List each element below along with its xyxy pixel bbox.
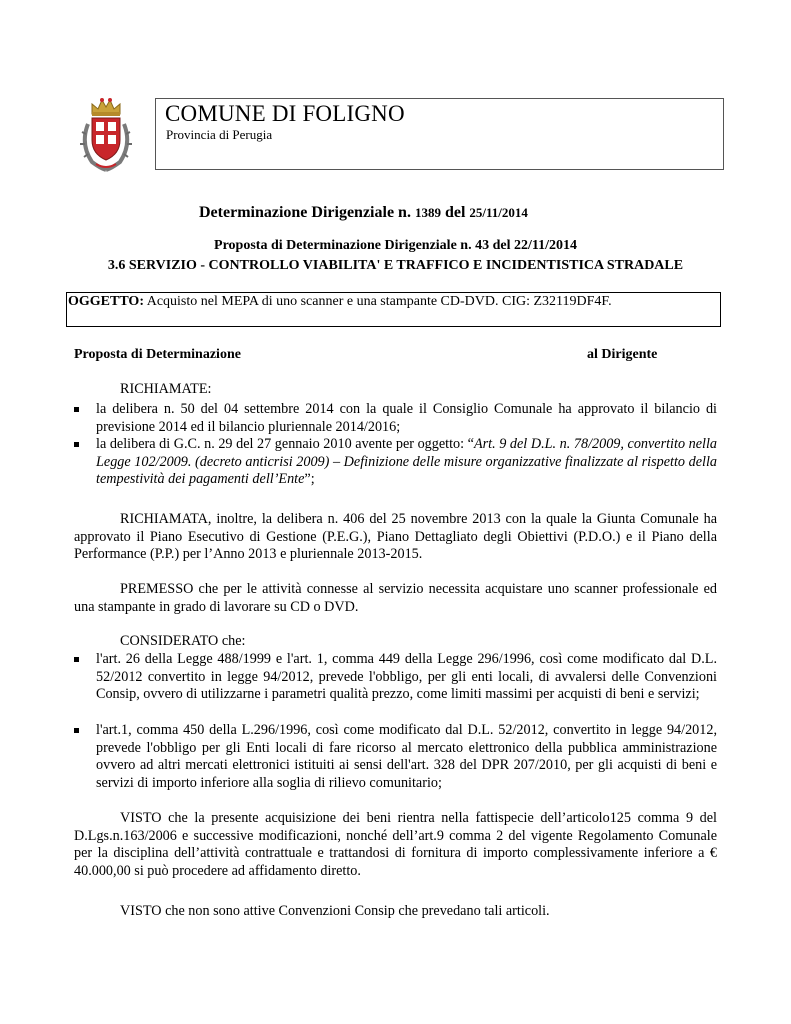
determinazione-title [199,204,528,222]
comune-title: COMUNE DI FOLIGNO [165,101,405,126]
premesso-paragraph: PREMESSO che per le attività connesse al servizio necessita acquistare uno scanner professionale ed una stampante in grado di lavorare su CD o DVD. [74,581,717,615]
servizio-line: 3.6 SERVIZIO - CONTROLLO VIABILITA' E TRAFFICO E INCIDENTISTICA STRADALE [107,258,684,273]
richiamate-bullet-2 [96,436,717,489]
proposta-header-right: al Dirigente [587,347,658,362]
richiamata-inoltre-paragraph: RICHIAMATA, inoltre, la delibera n. 406 del 25 novembre 2013 con la quale la Giunta Comunale ha approvato il Piano Esecutivo di Gestione (P.E.G.), Piano Dettagliato degli Obiettivi (P.D.O.) e il Piano della Performance (P.P.) per l’Anno 2013 e pluriennale 2013-2015. [74,511,717,563]
richiamate-bullet-2-italic: Art. 9 del D.L. n. 78/2009, convertito nella Legge 102/2009. (decreto anticrisi 2009) – Definizione delle misure organizzative finalizzate al rispetto della tempestività dei pagamenti dell’Ente [96,436,717,488]
visto-paragraph-1: VISTO che la presente acquisizione dei beni rientra nella fattispecie dell’articolo125 comma 9 del D.Lgs.n.163/2006 e successive modificazioni, nonché dell’art.9 comma 2 del vigente Regolamento Comunale per la disciplina dell’attività contrattuale e trattandosi di fornitura di importo complessivamente inferiore a € 40.000,00 si può procedere ad affidamento diretto. [74,810,717,879]
determinazione-number: 1389 [414,205,441,220]
considerato-heading: CONSIDERATO che: [120,633,246,649]
richiamate-bullet-1: la delibera n. 50 del 04 settembre 2014 con la quale il Consiglio Comunale ha approvato il bilancio di previsione 2014 ed il bilancio pluriennale 2014/2016; [96,401,717,435]
richiamate-bullet-2-suffix: ”; [304,471,315,488]
richiamate-bullet-2-prefix: la delibera di G.C. n. 29 del 27 gennaio 2010 avente per oggetto: “ [96,436,474,452]
comune-crest-logo [78,94,134,172]
provincia-subtitle: Provincia di Perugia [166,127,273,142]
proposta-line: Proposta di Determinazione Dirigenziale n. 43 del 22/11/2014 [214,238,577,253]
bullet-icon [74,651,79,669]
determinazione-del: del [444,204,466,221]
determinazione-label: Determinazione Dirigenziale n. [199,204,411,221]
oggetto [68,294,612,310]
determinazione-date: 25/11/2014 [469,205,528,220]
bullet-icon [74,722,79,740]
considerato-bullet-1: l'art. 26 della Legge 488/1999 e l'art. 1, comma 449 della Legge 296/1996, così come modificato dal D.L. 52/2012 convertito in legge 94/2012, prevede l'obbligo, per gli enti locali, di avvalersi delle Convenzioni Consip, ovvero di utilizzarne i parametri qualità prezzo, come limiti massimi per acquisti di beni e servizi; [96,651,717,703]
oggetto-label: OGGETTO: [68,294,144,309]
bullet-icon [74,401,79,419]
bullet-icon [74,436,79,454]
richiamate-heading: RICHIAMATE: [120,381,212,397]
proposta-header-left: Proposta di Determinazione [74,347,241,362]
oggetto-text: Acquisto nel MEPA di uno scanner e una stampante CD-DVD. CIG: Z32119DF4F. [146,294,612,309]
visto-paragraph-2: VISTO che non sono attive Convenzioni Consip che prevedano tali articoli. [120,903,550,919]
considerato-bullet-2: l'art.1, comma 450 della L.296/1996, così come modificato dal D.L. 52/2012, convertito in legge 94/2012, prevede l'obbligo per gli Enti locali di fare ricorso al mercato elettronico della pubblica amministrazione ovvero ad altri mercati elettronici istituiti ai sensi dell'art. 328 del DPR 207/2010, per gli acquisti di beni e servizi di importo inferiore alla soglia di rilievo comunitario; [96,722,717,791]
